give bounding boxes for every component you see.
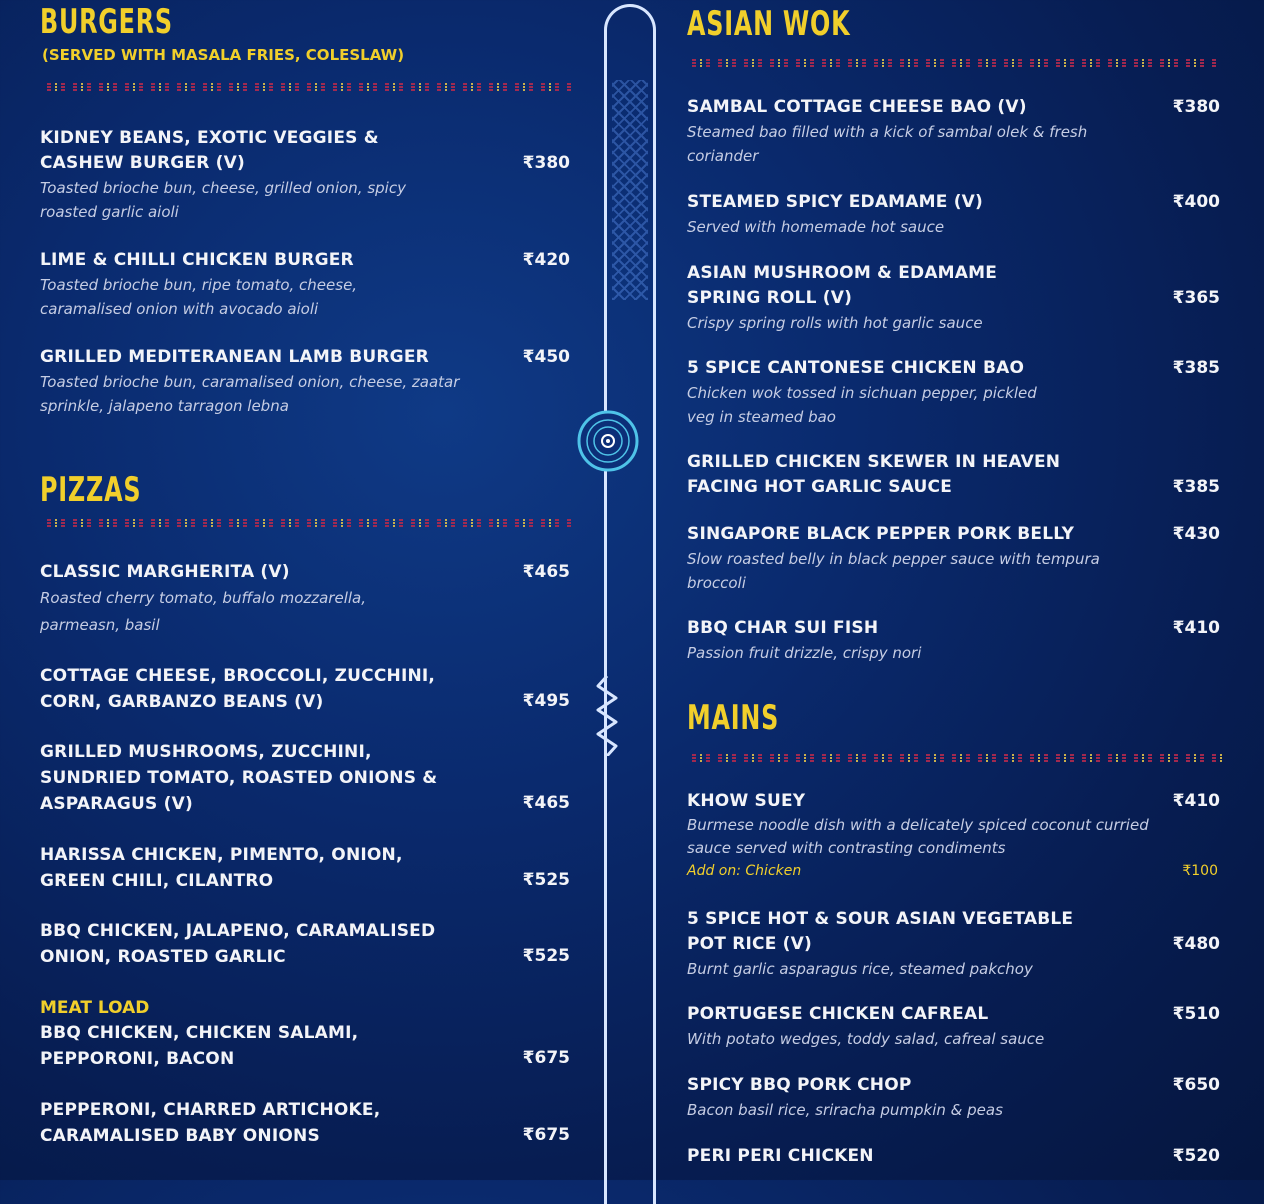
item-description: Toasted brioche bun, ripe tomato, cheese, caramalised onion with avocado aioli [40, 276, 358, 318]
menu-item [687, 450, 1220, 500]
item-description: Passion fruit drizzle, crispy nori [687, 644, 922, 662]
item-price: ₹410 [1172, 618, 1220, 638]
addon-label: Add on: Chicken [687, 863, 802, 879]
item-name: STEAMED SPICY EDAMAME (V) [687, 192, 984, 212]
mains-divider [689, 753, 1224, 762]
item-description: Bacon basil rice, sriracha pumpkin & peas [687, 1101, 1003, 1119]
item-name: SPICY BBQ PORK CHOP [687, 1075, 912, 1095]
item-price: ₹525 [522, 870, 570, 890]
item-tag: MEAT LOAD [40, 998, 150, 1018]
item-description: Roasted cherry tomato, buffalo mozzarella, parmeasn, basil [40, 589, 367, 634]
menu-item [40, 1097, 576, 1149]
menu-item [40, 345, 576, 418]
menu-item [40, 739, 576, 817]
item-price: ₹480 [1172, 934, 1220, 954]
pizzas-heading: PIZZAS [40, 470, 142, 510]
item-price: ₹650 [1172, 1075, 1220, 1095]
item-price: ₹385 [1172, 358, 1220, 378]
menu-item [40, 126, 576, 224]
item-name: GRILLED MEDITERANEAN LAMB BURGER [40, 347, 429, 367]
item-name: KIDNEY BEANS, EXOTIC VEGGIES & CASHEW BURGER (V) [40, 128, 379, 173]
item-price: ₹365 [1172, 288, 1220, 308]
item-name: ASIAN MUSHROOM & EDAMAME SPRING ROLL (V) [687, 263, 998, 308]
addon-price: ₹100 [1182, 863, 1218, 879]
item-name: LIME & CHILLI CHICKEN BURGER [40, 250, 354, 270]
item-name: PEPPERONI, CHARRED ARTICHOKE, CARAMALISED BABY ONIONS [40, 1100, 381, 1146]
menu-item [687, 1144, 1220, 1169]
item-name: CLASSIC MARGHERITA (V) [40, 562, 290, 582]
item-name: 5 SPICE CANTONESE CHICKEN BAO [687, 358, 1025, 378]
menu-item [687, 356, 1220, 429]
item-name: COTTAGE CHEESE, BROCCOLI, ZUCCHINI, CORN, GARBANZO BEANS (V) [40, 666, 436, 712]
item-name: SINGAPORE BLACK PEPPER PORK BELLY [687, 524, 1075, 544]
item-description: Served with homemade hot sauce [687, 218, 945, 236]
item-description: Crispy spring rolls with hot garlic sauce [687, 314, 983, 332]
addon-row [687, 860, 1220, 882]
menu-item [40, 560, 576, 639]
item-description: Burnt garlic asparagus rice, steamed pakchoy [687, 960, 1033, 978]
pizzas-divider [44, 518, 574, 527]
item-description: Toasted brioche bun, cheese, grilled onion, spicy roasted garlic aioli [40, 179, 406, 221]
item-price: ₹525 [522, 946, 570, 966]
item-price: ₹495 [522, 691, 570, 711]
menu-item [687, 789, 1220, 882]
item-name: PERI PERI CHICKEN [687, 1146, 874, 1166]
menu-item [687, 616, 1220, 665]
asian-wok-heading: ASIAN WOK [687, 4, 851, 44]
item-name: HARISSA CHICKEN, PIMENTO, ONION, GREEN CHILI, CILANTRO [40, 845, 403, 891]
item-description: Slow roasted belly in black pepper sauce with tempura broccoli [687, 550, 1100, 592]
item-name: SAMBAL COTTAGE CHEESE BAO (V) [687, 97, 1027, 117]
mains-heading: MAINS [687, 698, 780, 738]
menu-item [687, 95, 1220, 168]
item-price: ₹675 [522, 1125, 570, 1145]
item-name: PORTUGESE CHICKEN CAFREAL [687, 1004, 989, 1024]
burgers-subheading: (SERVED WITH MASALA FRIES, COLESLAW) [42, 46, 405, 64]
item-price: ₹410 [1172, 791, 1220, 811]
vinyl-disc-icon [577, 410, 639, 472]
item-description: Burmese noodle dish with a delicately spiced coconut curried sauce served with contrasting condiments [687, 816, 1149, 857]
menu-item [40, 996, 576, 1072]
menu-item [687, 190, 1220, 239]
item-price: ₹520 [1172, 1146, 1220, 1166]
tube-wiggle-decoration [594, 676, 620, 756]
item-price: ₹465 [522, 793, 570, 813]
item-price: ₹380 [1172, 97, 1220, 117]
menu-item [40, 842, 576, 894]
item-price: ₹465 [522, 562, 570, 582]
item-price: ₹420 [522, 250, 570, 270]
item-price: ₹400 [1172, 192, 1220, 212]
tube-pattern-decoration [612, 80, 648, 300]
menu-item [40, 663, 576, 715]
item-name: GRILLED CHICKEN SKEWER IN HEAVEN FACING HOT GARLIC SAUCE [687, 452, 1061, 497]
item-name: GRILLED MUSHROOMS, ZUCCHINI, SUNDRIED TOMATO, ROASTED ONIONS & ASPARAGUS (V) [40, 742, 438, 814]
item-price: ₹385 [1172, 477, 1220, 497]
menu-item [40, 248, 576, 321]
item-price: ₹430 [1172, 524, 1220, 544]
menu-item [687, 261, 1220, 335]
asian-wok-divider [689, 58, 1219, 67]
item-name: 5 SPICE HOT & SOUR ASIAN VEGETABLE POT RICE (V) [687, 909, 1074, 954]
item-price: ₹675 [522, 1048, 570, 1068]
item-description: Toasted brioche bun, caramalised onion, cheese, zaatar sprinkle, jalapeno tarragon lebna [40, 373, 460, 415]
item-price: ₹380 [522, 153, 570, 173]
item-name: BBQ CHICKEN, JALAPENO, CARAMALISED ONION, ROASTED GARLIC [40, 921, 436, 967]
item-name: KHOW SUEY [687, 791, 806, 811]
menu-item [687, 1002, 1220, 1051]
item-name: BBQ CHICKEN, CHICKEN SALAMI, PEPPORONI, BACON [40, 1023, 359, 1069]
item-price: ₹510 [1172, 1004, 1220, 1024]
menu-item [687, 907, 1220, 981]
burgers-divider [44, 82, 574, 91]
item-name: BBQ CHAR SUI FISH [687, 618, 879, 638]
burgers-heading: BURGERS [40, 2, 173, 42]
item-description: Chicken wok tossed in sichuan pepper, pickled veg in steamed bao [687, 384, 1037, 426]
item-price: ₹450 [522, 347, 570, 367]
menu-item [687, 1073, 1220, 1122]
item-description: Steamed bao filled with a kick of sambal olek & fresh coriander [687, 123, 1088, 165]
item-description: With potato wedges, toddy salad, cafreal sauce [687, 1030, 1045, 1048]
menu-item [40, 918, 576, 970]
menu-item [687, 522, 1220, 595]
